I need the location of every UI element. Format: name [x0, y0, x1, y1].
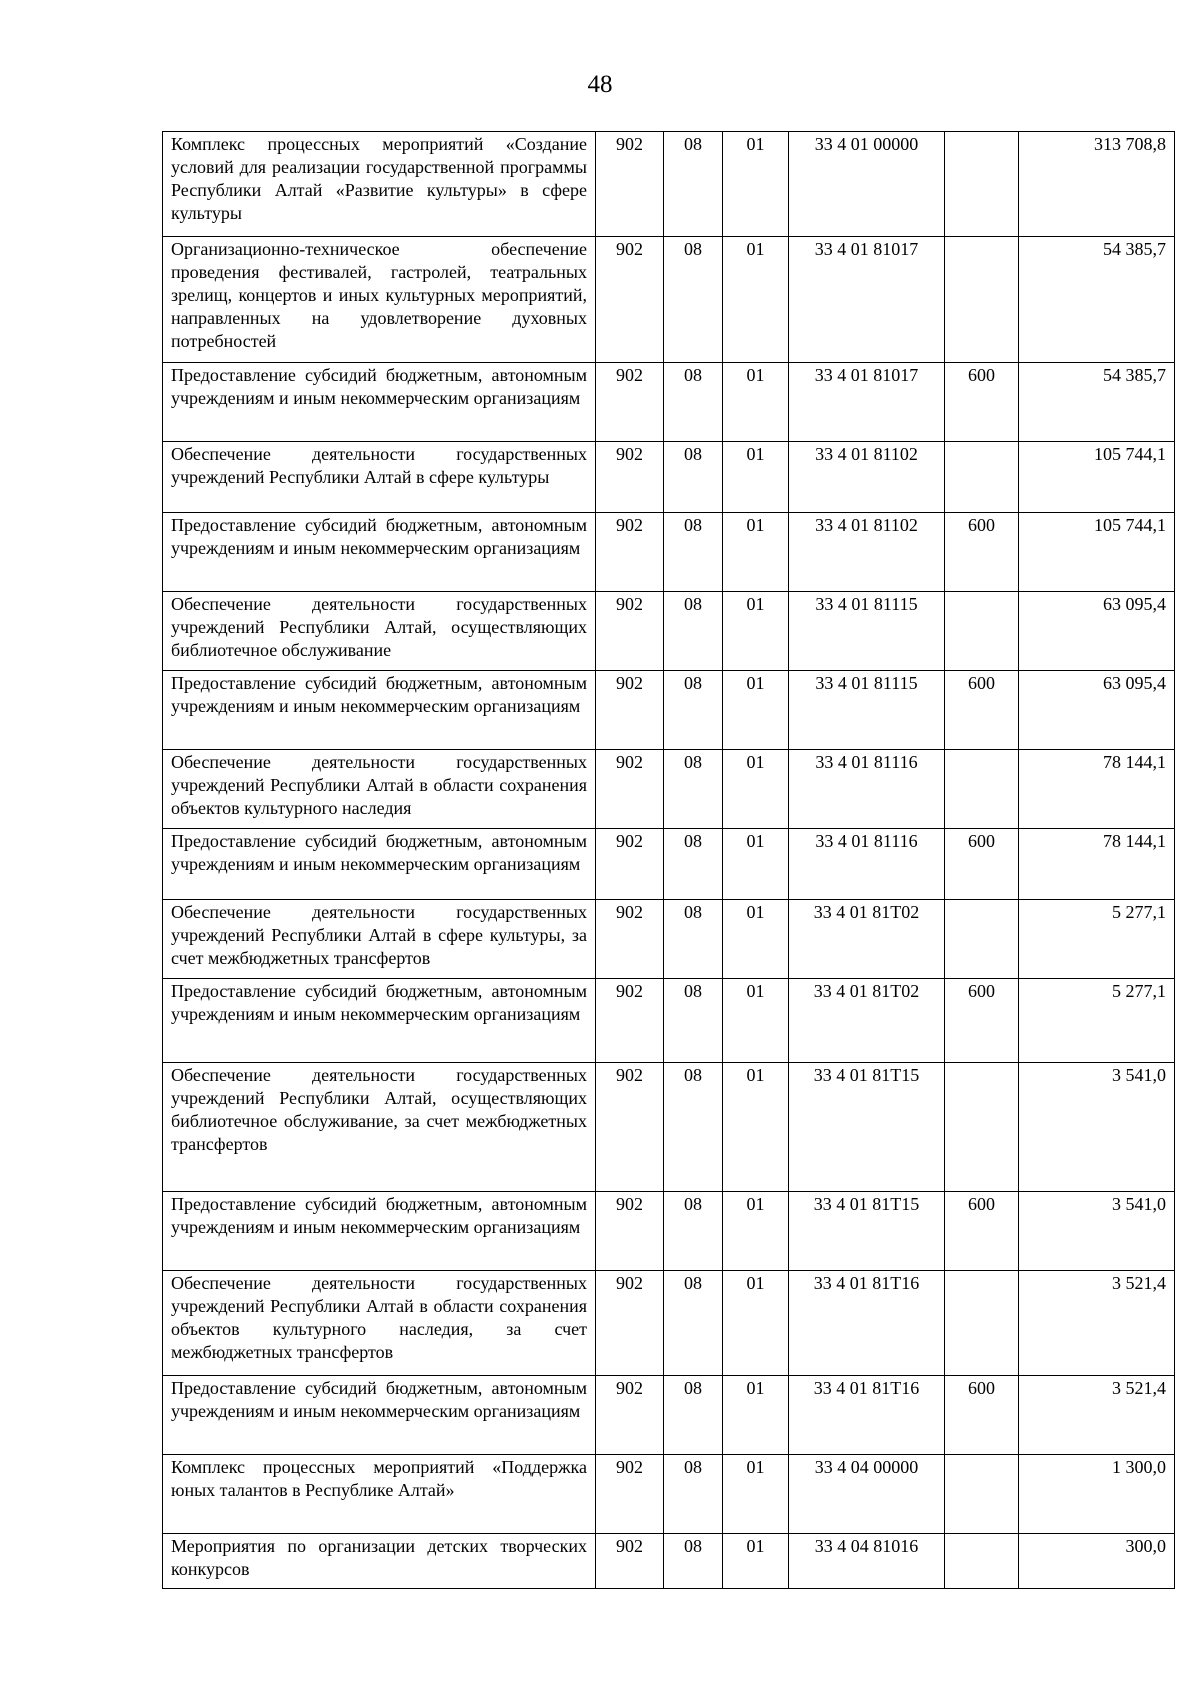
- cell-expense-type: 600: [945, 829, 1019, 900]
- cell-target-article: 33 4 04 81016: [789, 1534, 945, 1589]
- cell-name: Обеспечение деятельности государственных учреждений Республики Алтай, осуществляющих библиотечное обслуживание, за счет межбюджетных трансфертов: [163, 1063, 596, 1192]
- cell-amount: 3 521,4: [1019, 1271, 1175, 1376]
- cell-grbs: 902: [596, 979, 664, 1063]
- cell-grbs: 902: [596, 1534, 664, 1589]
- cell-target-article: 33 4 01 81Т16: [789, 1376, 945, 1455]
- cell-name: Комплекс процессных мероприятий «Поддержка юных талантов в Республике Алтай»: [163, 1455, 596, 1534]
- cell-expense-type: [945, 592, 1019, 671]
- cell-name: Организационно-техническое обеспечение проведения фестивалей, гастролей, театральных зрелищ, концертов и иных культурных мероприятий, направленных на удовлетворение духовных потребностей: [163, 237, 596, 363]
- table-row: [163, 750, 1175, 829]
- cell-amount: 5 277,1: [1019, 900, 1175, 979]
- cell-expense-type: [945, 1534, 1019, 1589]
- cell-subsection: 01: [723, 979, 789, 1063]
- table-row: [163, 1376, 1175, 1455]
- table-row: [163, 442, 1175, 513]
- cell-name: Обеспечение деятельности государственных учреждений Республики Алтай в сфере культуры, за счет межбюджетных трансфертов: [163, 900, 596, 979]
- table-row: [163, 513, 1175, 592]
- cell-amount: 78 144,1: [1019, 829, 1175, 900]
- table-row: [163, 900, 1175, 979]
- cell-expense-type: 600: [945, 513, 1019, 592]
- cell-grbs: 902: [596, 750, 664, 829]
- cell-target-article: 33 4 01 81102: [789, 513, 945, 592]
- table-row: [163, 363, 1175, 442]
- cell-subsection: 01: [723, 829, 789, 900]
- cell-grbs: 902: [596, 671, 664, 750]
- cell-grbs: 902: [596, 1063, 664, 1192]
- cell-amount: 78 144,1: [1019, 750, 1175, 829]
- cell-amount: 63 095,4: [1019, 592, 1175, 671]
- cell-expense-type: [945, 1063, 1019, 1192]
- cell-expense-type: 600: [945, 363, 1019, 442]
- cell-expense-type: 600: [945, 979, 1019, 1063]
- cell-section: 08: [664, 132, 723, 237]
- cell-name: Предоставление субсидий бюджетным, автономным учреждениям и иным некоммерческим организациям: [163, 363, 596, 442]
- cell-name: Предоставление субсидий бюджетным, автономным учреждениям и иным некоммерческим организациям: [163, 1376, 596, 1455]
- cell-subsection: 01: [723, 513, 789, 592]
- page-number: 48: [587, 71, 613, 98]
- cell-section: 08: [664, 829, 723, 900]
- cell-subsection: 01: [723, 442, 789, 513]
- cell-grbs: 902: [596, 1192, 664, 1271]
- cell-expense-type: 600: [945, 671, 1019, 750]
- cell-target-article: 33 4 01 81116: [789, 829, 945, 900]
- cell-subsection: 01: [723, 1192, 789, 1271]
- cell-grbs: 902: [596, 1271, 664, 1376]
- cell-grbs: 902: [596, 363, 664, 442]
- cell-grbs: 902: [596, 900, 664, 979]
- cell-section: 08: [664, 1063, 723, 1192]
- cell-grbs: 902: [596, 513, 664, 592]
- cell-section: 08: [664, 1271, 723, 1376]
- cell-expense-type: 600: [945, 1376, 1019, 1455]
- cell-name: Предоставление субсидий бюджетным, автономным учреждениям и иным некоммерческим организациям: [163, 671, 596, 750]
- cell-name: Комплекс процессных мероприятий «Создание условий для реализации государственной программы Республики Алтай «Развитие культуры» в сфере культуры: [163, 132, 596, 237]
- cell-target-article: 33 4 01 81017: [789, 237, 945, 363]
- cell-target-article: 33 4 01 81Т16: [789, 1271, 945, 1376]
- cell-grbs: 902: [596, 237, 664, 363]
- cell-subsection: 01: [723, 363, 789, 442]
- table-row: [163, 1455, 1175, 1534]
- table-row: [163, 829, 1175, 900]
- cell-subsection: 01: [723, 592, 789, 671]
- table-row: [163, 132, 1175, 237]
- cell-name: Обеспечение деятельности государственных учреждений Республики Алтай в области сохранения объектов культурного наследия, за счет межбюджетных трансфертов: [163, 1271, 596, 1376]
- cell-section: 08: [664, 979, 723, 1063]
- cell-subsection: 01: [723, 1271, 789, 1376]
- cell-amount: 3 541,0: [1019, 1063, 1175, 1192]
- cell-target-article: 33 4 01 81Т15: [789, 1192, 945, 1271]
- cell-amount: 3 521,4: [1019, 1376, 1175, 1455]
- cell-target-article: 33 4 04 00000: [789, 1455, 945, 1534]
- table-row: [163, 1271, 1175, 1376]
- cell-section: 08: [664, 900, 723, 979]
- cell-name: Предоставление субсидий бюджетным, автономным учреждениям и иным некоммерческим организациям: [163, 1192, 596, 1271]
- cell-section: 08: [664, 592, 723, 671]
- cell-amount: 54 385,7: [1019, 363, 1175, 442]
- cell-target-article: 33 4 01 81102: [789, 442, 945, 513]
- cell-expense-type: [945, 1455, 1019, 1534]
- cell-section: 08: [664, 237, 723, 363]
- cell-subsection: 01: [723, 750, 789, 829]
- cell-target-article: 33 4 01 81Т02: [789, 979, 945, 1063]
- cell-target-article: 33 4 01 00000: [789, 132, 945, 237]
- cell-target-article: 33 4 01 81115: [789, 592, 945, 671]
- cell-name: Предоставление субсидий бюджетным, автономным учреждениям и иным некоммерческим организациям: [163, 513, 596, 592]
- cell-amount: 54 385,7: [1019, 237, 1175, 363]
- cell-name: Обеспечение деятельности государственных учреждений Республики Алтай в области сохранения объектов культурного наследия: [163, 750, 596, 829]
- cell-subsection: 01: [723, 132, 789, 237]
- cell-amount: 5 277,1: [1019, 979, 1175, 1063]
- cell-grbs: 902: [596, 1376, 664, 1455]
- cell-expense-type: [945, 750, 1019, 829]
- cell-section: 08: [664, 363, 723, 442]
- cell-amount: 3 541,0: [1019, 1192, 1175, 1271]
- cell-name: Предоставление субсидий бюджетным, автономным учреждениям и иным некоммерческим организациям: [163, 979, 596, 1063]
- table-row: [163, 671, 1175, 750]
- cell-amount: 105 744,1: [1019, 442, 1175, 513]
- cell-section: 08: [664, 671, 723, 750]
- cell-subsection: 01: [723, 1455, 789, 1534]
- cell-target-article: 33 4 01 81116: [789, 750, 945, 829]
- cell-target-article: 33 4 01 81Т02: [789, 900, 945, 979]
- cell-subsection: 01: [723, 237, 789, 363]
- cell-subsection: 01: [723, 1376, 789, 1455]
- cell-section: 08: [664, 1534, 723, 1589]
- cell-target-article: 33 4 01 81115: [789, 671, 945, 750]
- table-row: [163, 1534, 1175, 1589]
- cell-target-article: 33 4 01 81Т15: [789, 1063, 945, 1192]
- cell-expense-type: [945, 900, 1019, 979]
- cell-grbs: 902: [596, 592, 664, 671]
- table-row: [163, 237, 1175, 363]
- cell-section: 08: [664, 750, 723, 829]
- cell-section: 08: [664, 1376, 723, 1455]
- table-row: [163, 592, 1175, 671]
- cell-amount: 105 744,1: [1019, 513, 1175, 592]
- cell-name: Предоставление субсидий бюджетным, автономным учреждениям и иным некоммерческим организациям: [163, 829, 596, 900]
- cell-target-article: 33 4 01 81017: [789, 363, 945, 442]
- cell-section: 08: [664, 1455, 723, 1534]
- cell-expense-type: [945, 132, 1019, 237]
- cell-name: Обеспечение деятельности государственных учреждений Республики Алтай в сфере культуры: [163, 442, 596, 513]
- cell-expense-type: 600: [945, 1192, 1019, 1271]
- table-row: [163, 1192, 1175, 1271]
- cell-grbs: 902: [596, 442, 664, 513]
- cell-section: 08: [664, 513, 723, 592]
- cell-amount: 1 300,0: [1019, 1455, 1175, 1534]
- cell-grbs: 902: [596, 829, 664, 900]
- cell-name: Обеспечение деятельности государственных учреждений Республики Алтай, осуществляющих библиотечное обслуживание: [163, 592, 596, 671]
- cell-expense-type: [945, 1271, 1019, 1376]
- cell-section: 08: [664, 1192, 723, 1271]
- budget-table: [162, 131, 1175, 1589]
- cell-expense-type: [945, 237, 1019, 363]
- cell-section: 08: [664, 442, 723, 513]
- cell-amount: 63 095,4: [1019, 671, 1175, 750]
- cell-expense-type: [945, 442, 1019, 513]
- table-row: [163, 1063, 1175, 1192]
- cell-grbs: 902: [596, 1455, 664, 1534]
- cell-grbs: 902: [596, 132, 664, 237]
- cell-amount: 313 708,8: [1019, 132, 1175, 237]
- cell-subsection: 01: [723, 1534, 789, 1589]
- cell-subsection: 01: [723, 900, 789, 979]
- cell-name: Мероприятия по организации детских творческих конкурсов: [163, 1534, 596, 1589]
- cell-amount: 300,0: [1019, 1534, 1175, 1589]
- budget-table-body: [163, 132, 1175, 1589]
- cell-subsection: 01: [723, 1063, 789, 1192]
- table-row: [163, 979, 1175, 1063]
- cell-subsection: 01: [723, 671, 789, 750]
